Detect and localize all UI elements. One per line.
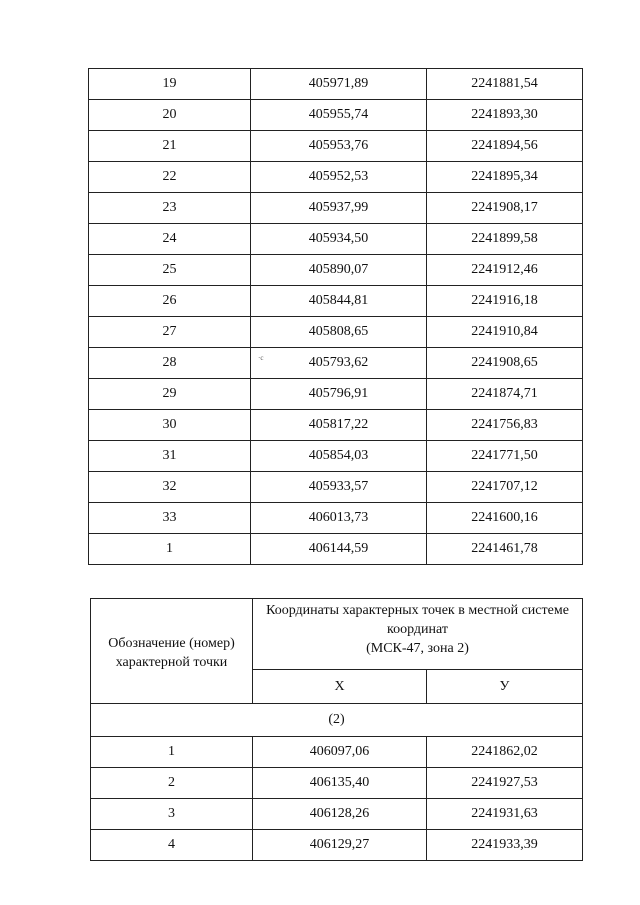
point-number-cell: 2 bbox=[91, 768, 253, 799]
table-row bbox=[89, 69, 583, 100]
y-coordinate-cell: 2241933,39 bbox=[427, 830, 583, 861]
y-coordinate-cell: 2241756,83 bbox=[427, 410, 583, 441]
point-number-cell: 24 bbox=[89, 224, 251, 255]
x-column-header: X bbox=[253, 670, 427, 704]
point-number-cell: 19 bbox=[89, 69, 251, 100]
y-coordinate-cell: 2241912,46 bbox=[427, 255, 583, 286]
table-row bbox=[89, 503, 583, 534]
point-number-cell: 26 bbox=[89, 286, 251, 317]
table-row bbox=[89, 255, 583, 286]
table-header-row bbox=[91, 599, 583, 670]
point-number-cell: 25 bbox=[89, 255, 251, 286]
point-number-cell: 1 bbox=[89, 534, 251, 565]
coordinates-header-line1: Координаты характерных точек в местной системе bbox=[266, 603, 569, 618]
x-coordinate-cell: 405808,65 bbox=[251, 317, 427, 348]
table-row bbox=[89, 193, 583, 224]
table-row bbox=[89, 317, 583, 348]
table-row bbox=[89, 131, 583, 162]
point-number-cell: 20 bbox=[89, 100, 251, 131]
y-coordinate-cell: 2241931,63 bbox=[427, 799, 583, 830]
table-row bbox=[89, 100, 583, 131]
scan-artifact: ·c bbox=[258, 354, 264, 362]
point-number-cell: 23 bbox=[89, 193, 251, 224]
y-coordinate-cell: 2241771,50 bbox=[427, 441, 583, 472]
y-column-header: У bbox=[427, 670, 583, 704]
point-number-cell: 22 bbox=[89, 162, 251, 193]
x-coordinate-cell: 406097,06 bbox=[253, 737, 427, 768]
point-number-header bbox=[91, 599, 253, 704]
x-coordinate-cell: 405937,99 bbox=[251, 193, 427, 224]
point-number-cell: 30 bbox=[89, 410, 251, 441]
coordinates-header-line2: координат bbox=[387, 622, 448, 637]
x-coordinate-cell: 406129,27 bbox=[253, 830, 427, 861]
y-coordinate-cell: 2241461,78 bbox=[427, 534, 583, 565]
table-row bbox=[89, 286, 583, 317]
x-coordinate-cell: 405953,76 bbox=[251, 131, 427, 162]
y-coordinate-cell: 2241893,30 bbox=[427, 100, 583, 131]
coordinates-header bbox=[253, 599, 583, 670]
y-coordinate-cell: 2241895,34 bbox=[427, 162, 583, 193]
table-row bbox=[89, 348, 583, 379]
x-coordinate-cell: 406135,40 bbox=[253, 768, 427, 799]
y-coordinate-cell: 2241600,16 bbox=[427, 503, 583, 534]
y-coordinate-cell: 2241881,54 bbox=[427, 69, 583, 100]
section-label: (2) bbox=[91, 704, 583, 737]
table-row bbox=[89, 472, 583, 503]
table-row bbox=[89, 379, 583, 410]
x-coordinate-cell: 405890,07 bbox=[251, 255, 427, 286]
x-coordinate-cell: 405955,74 bbox=[251, 100, 427, 131]
table-row bbox=[91, 768, 583, 799]
y-coordinate-cell: 2241916,18 bbox=[427, 286, 583, 317]
point-number-cell: 32 bbox=[89, 472, 251, 503]
point-number-cell: 3 bbox=[91, 799, 253, 830]
point-number-cell: 29 bbox=[89, 379, 251, 410]
point-number-cell: 31 bbox=[89, 441, 251, 472]
coordinates-table-body bbox=[91, 599, 583, 861]
point-number-cell: 27 bbox=[89, 317, 251, 348]
y-coordinate-cell: 2241908,65 bbox=[427, 348, 583, 379]
x-coordinate-cell: 405844,81 bbox=[251, 286, 427, 317]
point-number-header-line1: Обозначение (номер) bbox=[108, 636, 235, 651]
table-row bbox=[89, 534, 583, 565]
point-number-cell: 1 bbox=[91, 737, 253, 768]
x-coordinate-cell: 405934,50 bbox=[251, 224, 427, 255]
table-row bbox=[89, 441, 583, 472]
coordinates-header-line3: (МСК-47, зона 2) bbox=[366, 641, 469, 656]
coordinates-table-section-2 bbox=[90, 598, 583, 861]
y-coordinate-cell: 2241894,56 bbox=[427, 131, 583, 162]
coordinates-table-continued bbox=[88, 68, 583, 565]
point-number-cell: 21 bbox=[89, 131, 251, 162]
x-coordinate-cell: 405817,22 bbox=[251, 410, 427, 441]
x-coordinate-cell: 405796,91 bbox=[251, 379, 427, 410]
table-row bbox=[91, 799, 583, 830]
x-coordinate-cell: 406013,73 bbox=[251, 503, 427, 534]
section-row bbox=[91, 704, 583, 737]
table-row bbox=[89, 410, 583, 441]
x-coordinate-cell: 405793,62 bbox=[251, 348, 427, 379]
x-coordinate-cell: 405971,89 bbox=[251, 69, 427, 100]
y-coordinate-cell: 2241927,53 bbox=[427, 768, 583, 799]
y-coordinate-cell: 2241908,17 bbox=[427, 193, 583, 224]
y-coordinate-cell: 2241910,84 bbox=[427, 317, 583, 348]
y-coordinate-cell: 2241899,58 bbox=[427, 224, 583, 255]
point-number-cell: 33 bbox=[89, 503, 251, 534]
x-coordinate-cell: 405933,57 bbox=[251, 472, 427, 503]
table-row bbox=[91, 830, 583, 861]
x-coordinate-cell: 405854,03 bbox=[251, 441, 427, 472]
x-coordinate-cell: 406144,59 bbox=[251, 534, 427, 565]
x-coordinate-cell: 406128,26 bbox=[253, 799, 427, 830]
y-coordinate-cell: 2241874,71 bbox=[427, 379, 583, 410]
coordinates-table-body bbox=[89, 69, 583, 565]
table-row bbox=[89, 224, 583, 255]
y-coordinate-cell: 2241862,02 bbox=[427, 737, 583, 768]
x-coordinate-cell: 405952,53 bbox=[251, 162, 427, 193]
y-coordinate-cell: 2241707,12 bbox=[427, 472, 583, 503]
point-number-cell: 28 bbox=[89, 348, 251, 379]
table-row bbox=[89, 162, 583, 193]
table-row bbox=[91, 737, 583, 768]
point-number-cell: 4 bbox=[91, 830, 253, 861]
point-number-header-line2: характерной точки bbox=[115, 655, 228, 670]
